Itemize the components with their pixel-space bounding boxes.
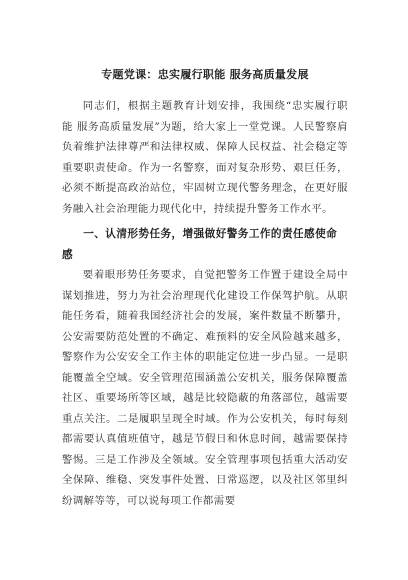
intro-paragraph: 同志们，根据主题教育计划安排，我围绕“忠实履行职能 服务高质量发展”为题，给大家上一堂党课。人民警察肩负着维护法律尊严和法律权威、保障人民权益、社会稳定等重要职责使命。作为一名警察，面对复杂形势、艰巨任务，必须不断提高政治站位，牢固树立现代警务理念，在更好服务融入社会治理能力现代化中，持续提升警务工作水平。	[62, 100, 348, 215]
section-paragraph: 要着眼形势任务要求，自觉把警务工作置于建设全局中谋划推进，努力为社会治理现代化建设工作保驾护航。从职能任务看，随着我国经济社会的发展，案件数量不断攀升，公安需要防范处置的不确定、难预料的安全风险越来越多，警察作为公安安全工作主体的职能定位进一步凸显。一是职能覆盖全空域。安全管理范围涵盖公安机关，服务保障覆盖社区、重要场所等区域，越是比较隐蔽的角落部位，越需要重点关注。二是履职呈现全时域。作为公安机关，每时每刻都需要认真值班值守，越是节假日和休息时间，越需要保持警惕。三是工作涉及全领域。安全管理事项包括重大活动安全保障、维稳、突发事件处置、日常巡逻，以及社区邻里纠纷调解等等，可以说每项工作都需要	[62, 269, 348, 507]
document-title: 专题党课：忠实履行职能 服务高质量发展	[101, 68, 309, 81]
section-heading: 一、认清形势任务，增强做好警务工作的责任感使命感	[62, 228, 338, 261]
